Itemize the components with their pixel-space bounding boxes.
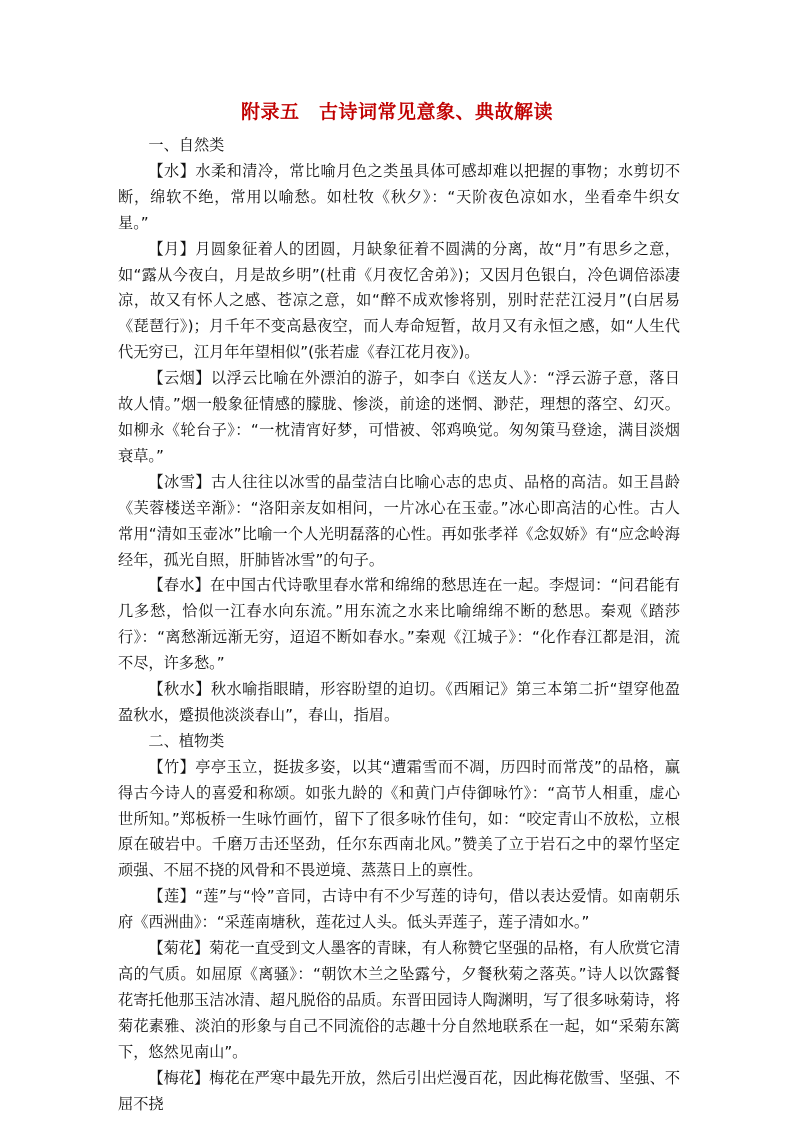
section-heading-nature: 一、自然类 [148, 136, 225, 154]
paragraph-water: 【水】水柔和清冷，常比喻月色之类虽具体可感却难以把握的事物；水剪切不断，绵软不绝，常用以喻愁。如杜牧《秋夕》：“天阶夜色凉如水，坐看牵牛织女星。” [118, 161, 680, 232]
paragraph-bamboo: 【竹】亭亭玉立，挺拔多姿，以其“遭霜雪而不凋，历四时而常茂”的品格，赢得古今诗人的喜爱和称颂。如张九龄的《和黄门卢侍御咏竹》：“高节人相重，虚心世所知。”郑板桥一生咏竹画竹，留下了很多咏竹佳句，如：“咬定青山不放松，立根原在破岩中。千磨万击还坚劲，任尔东西南北风。”赞美了立于岩石之中的翠竹坚定顽强、不屈不挠的风骨和不畏逆境、蒸蒸日上的禀性。 [118, 757, 680, 880]
paragraph-cloud-smoke: 【云烟】以浮云比喻在外漂泊的游子，如李白《送友人》：“浮云游子意，落日故人情。”烟一般象征情感的朦胧、惨淡，前途的迷惘、渺茫，理想的落空、幻灭。如柳永《轮台子》：“一枕清宵好梦，可惜被、邻鸡唤觉。匆匆策马登途，满目淡烟衰草。” [118, 369, 680, 465]
paragraph-autumn-water: 【秋水】秋水喻指眼睛，形容盼望的迫切。《西厢记》第三本第二折“望穿他盈盈秋水，蹙损他淡淡春山”，春山，指眉。 [118, 680, 680, 724]
paragraph-ice-snow: 【冰雪】古人往往以冰雪的晶莹洁白比喻心志的忠贞、品格的高洁。如王昌龄《芙蓉楼送辛渐》：“洛阳亲友如相问，一片冰心在玉壶。”冰心即高洁的心性。古人常用“清如玉壶冰”比喻一个人光明磊落的心性。再如张孝祥《念奴娇》有“应念岭海经年，孤光自照，肝肺皆冰雪”的句子。 [118, 472, 680, 569]
section-heading-plants: 二、植物类 [148, 731, 225, 750]
paragraph-lotus: 【莲】“莲”与“怜”音同，古诗中有不少写莲的诗句，借以表达爱情。如南朝乐府《西洲曲》：“采莲南塘秋，莲花过人头。低头弄莲子，莲子清如水。” [118, 887, 680, 932]
paragraph-spring-water: 【春水】在中国古代诗歌里春水常和绵绵的愁思连在一起。李煜词：“问君能有几多愁，恰似一江春水向东流。”用东流之水来比喻绵绵不断的愁思。秦观《踏莎行》：“离愁渐远渐无穷，迢迢不断如春水。”秦观《江城子》：“化作春江都是泪，流不尽，许多愁。” [118, 576, 680, 673]
document-body [118, 133, 680, 1117]
paragraph-plum-blossom: 【梅花】梅花在严寒中最先开放，然后引出烂漫百花，因此梅花傲雪、坚强、不屈不挠 [118, 1068, 680, 1113]
paragraph-chrysanthemum: 【菊花】菊花一直受到文人墨客的青睐，有人称赞它坚强的品格，有人欣赏它清高的气质。如屈原《离骚》：“朝饮木兰之坠露兮，夕餐秋菊之落英。”诗人以饮露餐花寄托他那玉洁冰清、超凡脱俗的品质。东晋田园诗人陶渊明，写了很多咏菊诗，将菊花素雅、淡泊的形象与自己不同流俗的志趣十分自然地联系在一起，如“采菊东篱下，悠然见南山”。 [118, 939, 680, 1061]
page-title: 附录五 古诗词常见意象、典故解读 [240, 101, 553, 123]
paragraph-moon: 【月】月圆象征着人的团圆，月缺象征着不圆满的分离，故“月”有思乡之意，如“露从今夜白，月是故乡明”(杜甫《月夜忆舍弟》)；又因月色银白，冷色调倍添凄凉，故又有怀人之感、苍凉之意，如“醉不成欢惨将别，别时茫茫江浸月”(白居易《琵琶行》)；月千年不变高悬夜空，而人寿命短暂，故月又有永恒之感，如“人生代代无穷已，江月年年望相似”(张若虚《春江花月夜》)。 [118, 239, 680, 362]
